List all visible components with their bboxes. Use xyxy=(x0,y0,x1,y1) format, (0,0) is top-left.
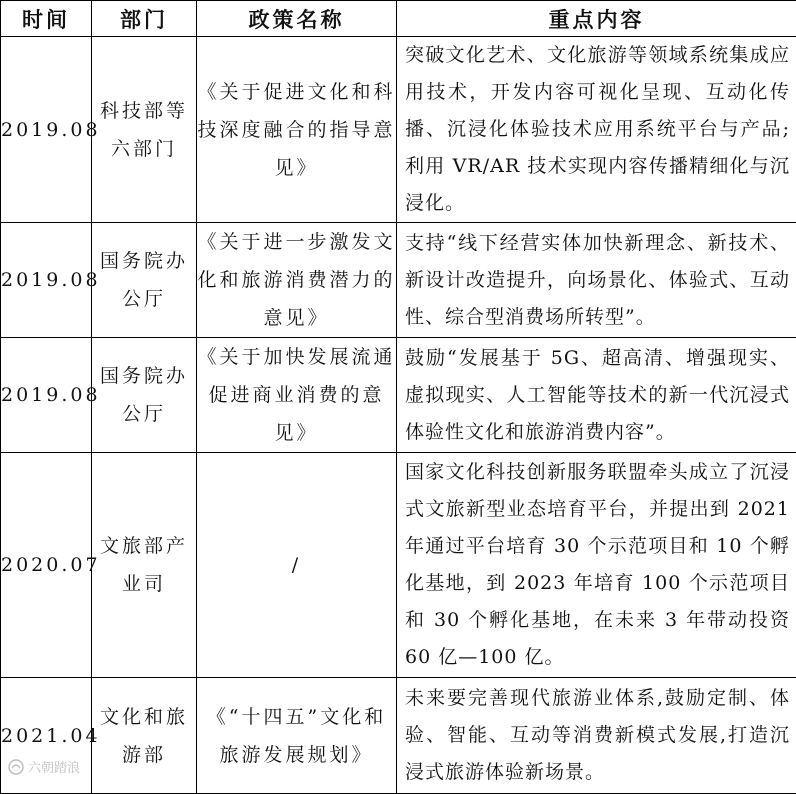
header-dept: 部门 xyxy=(92,1,197,37)
cell-dept: 国务院办公厅 xyxy=(92,338,197,453)
cell-policy: / xyxy=(197,453,397,678)
watermark xyxy=(8,757,80,776)
cell-policy: 《关于加快发展流通促进商业消费的意见》 xyxy=(197,338,397,453)
cell-policy: 《关于进一步激发文化和旅游消费潜力的意见》 xyxy=(197,223,397,338)
cell-policy: 《关于促进文化和科技深度融合的指导意见》 xyxy=(197,37,397,223)
cell-time: 2019.08 xyxy=(1,37,92,223)
table-header-row xyxy=(1,1,796,37)
cell-policy: 《“十四五”文化和旅游发展规划》 xyxy=(197,678,397,794)
watermark-text: 六朝踏浪 xyxy=(28,757,80,776)
cell-dept: 国务院办公厅 xyxy=(92,223,197,338)
cell-time: 2019.08 xyxy=(1,223,92,338)
cell-content: 突破文化艺术、文化旅游等领域系统集成应用技术，开发内容可视化呈现、互动化传播、沉浸化体验技术应用系统平台与产品;利用 VR/AR 技术实现内容传播精细化与沉浸化。 xyxy=(397,37,796,223)
table-row xyxy=(1,223,796,338)
cell-dept: 科技部等六部门 xyxy=(92,37,197,223)
table-row xyxy=(1,338,796,453)
cell-time: 2021.04 xyxy=(1,678,92,794)
table-row xyxy=(1,678,796,794)
cell-dept: 文旅部产业司 xyxy=(92,453,197,678)
header-content: 重点内容 xyxy=(397,1,796,37)
cell-content: 支持“线下经营实体加快新理念、新技术、新设计改造提升，向场景化、体验式、互动性、综合型消费场所转型”。 xyxy=(397,223,796,338)
cell-content: 国家文化科技创新服务联盟牵头成立了沉浸式文旅新型业态培育平台，并提出到 2021 年通过平台培育 30 个示范项目和 10 个孵化基地，到 2023 年培育 100 个示范项目和 30 个孵化基地，在未来 3 年带动投资 60 亿—100 亿。 xyxy=(397,453,796,678)
header-policy: 政策名称 xyxy=(197,1,397,37)
cell-content: 鼓励“发展基于 5G、超高清、增强现实、虚拟现实、人工智能等技术的新一代沉浸式体验性文化和旅游消费内容”。 xyxy=(397,338,796,453)
cell-time: 2020.07 xyxy=(1,453,92,678)
table-row xyxy=(1,37,796,223)
watermark-logo-icon xyxy=(8,759,24,775)
cell-time: 2019.08 xyxy=(1,338,92,453)
cell-dept: 文化和旅游部 xyxy=(92,678,197,794)
cell-content: 未来要完善现代旅游业体系,鼓励定制、体验、智能、互动等消费新模式发展,打造沉浸式旅游体验新场景。 xyxy=(397,678,796,794)
header-time: 时间 xyxy=(1,1,92,37)
table-row xyxy=(1,453,796,678)
